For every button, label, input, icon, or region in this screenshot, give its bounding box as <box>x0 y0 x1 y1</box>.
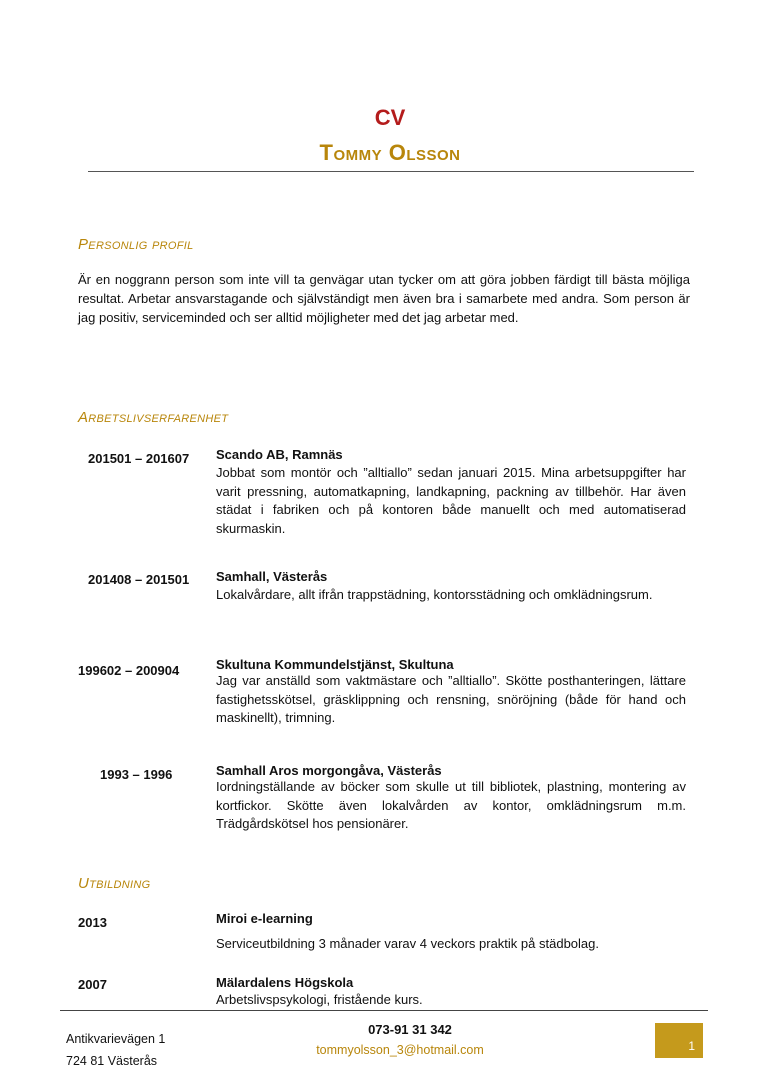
education-title: Mälardalens Högskola <box>216 975 354 990</box>
experience-title: Samhall, Västerås <box>216 569 328 584</box>
address-city: 724 81 Västerås <box>66 1054 158 1068</box>
address-street: Antikvarievägen 1 <box>66 1032 166 1046</box>
experience-date: 201408 – 201501 <box>88 572 190 587</box>
profile-text: Är en noggrann person som inte vill ta genvägar utan tycker om att göra jobben färdigt till bästa möjliga resultat. Arbetar ansvarstagande och självständigt men även bra i samarbete med andra. Som person är jag positiv, serviceminded och ser alltid möjligheter med det jag arbetar med. <box>78 272 690 325</box>
experience-desc: Jobbat som montör och ”alltiallo” sedan januari 2015. Mina arbetsuppgifter har varit pressning, automatkapning, landkapning, packning av tillbehör. Har även städat i fabriken och på kontoren både manuellt och med automatiserad skurmaskin. <box>216 465 686 536</box>
experience-heading: Arbetslivserfarenhet <box>78 409 229 426</box>
footer-divider <box>60 1010 708 1011</box>
experience-date: 201501 – 201607 <box>88 451 190 466</box>
education-date: 2013 <box>78 915 107 930</box>
experience-title: Scando AB, Ramnäs <box>216 447 343 462</box>
education-desc: Arbetslivspsykologi, fristående kurs. <box>216 992 423 1007</box>
person-name: Tommy Olsson <box>319 140 461 165</box>
page-number: 1 <box>655 1023 703 1058</box>
education-heading: Utbildning <box>78 875 151 892</box>
education-desc: Serviceutbildning 3 månader varav 4 veckors praktik på städbolag. <box>216 936 599 951</box>
phone-number: 073-91 31 342 <box>368 1022 452 1037</box>
experience-desc: Jag var anställd som vaktmästare och ”alltiallo”. Skötte posthanteringen, lättare fastighetsskötsel, gräsklippning och rensning, snöröjning (både för hand och maskinellt), trimning. <box>216 673 686 725</box>
address <box>66 1028 165 1072</box>
education-date: 2007 <box>78 977 107 992</box>
experience-title: Samhall Aros morgongåva, Västerås <box>216 763 442 778</box>
experience-desc: Lokalvårdare, allt ifrån trappstädning, kontorsstädning och omklädningsrum. <box>216 587 653 602</box>
experience-date: 1993 – 1996 <box>100 767 173 782</box>
email-link[interactable]: tommyolsson_3@hotmail.com <box>316 1043 484 1057</box>
experience-title: Skultuna Kommundelstjänst, Skultuna <box>216 657 454 672</box>
document-title: CV <box>374 105 406 130</box>
experience-date: 199602 – 200904 <box>78 663 180 678</box>
experience-desc: Iordningställande av böcker som skulle ut till bibliotek, plastning, montering av kortfickor. Skötte även lokalvården av kontor, omklädningsrum m.m. Trädgårdskötsel hos pensionärer. <box>216 779 686 831</box>
education-title: Miroi e-learning <box>216 911 313 926</box>
header-divider <box>88 171 694 172</box>
profile-heading: Personlig profil <box>78 236 194 253</box>
